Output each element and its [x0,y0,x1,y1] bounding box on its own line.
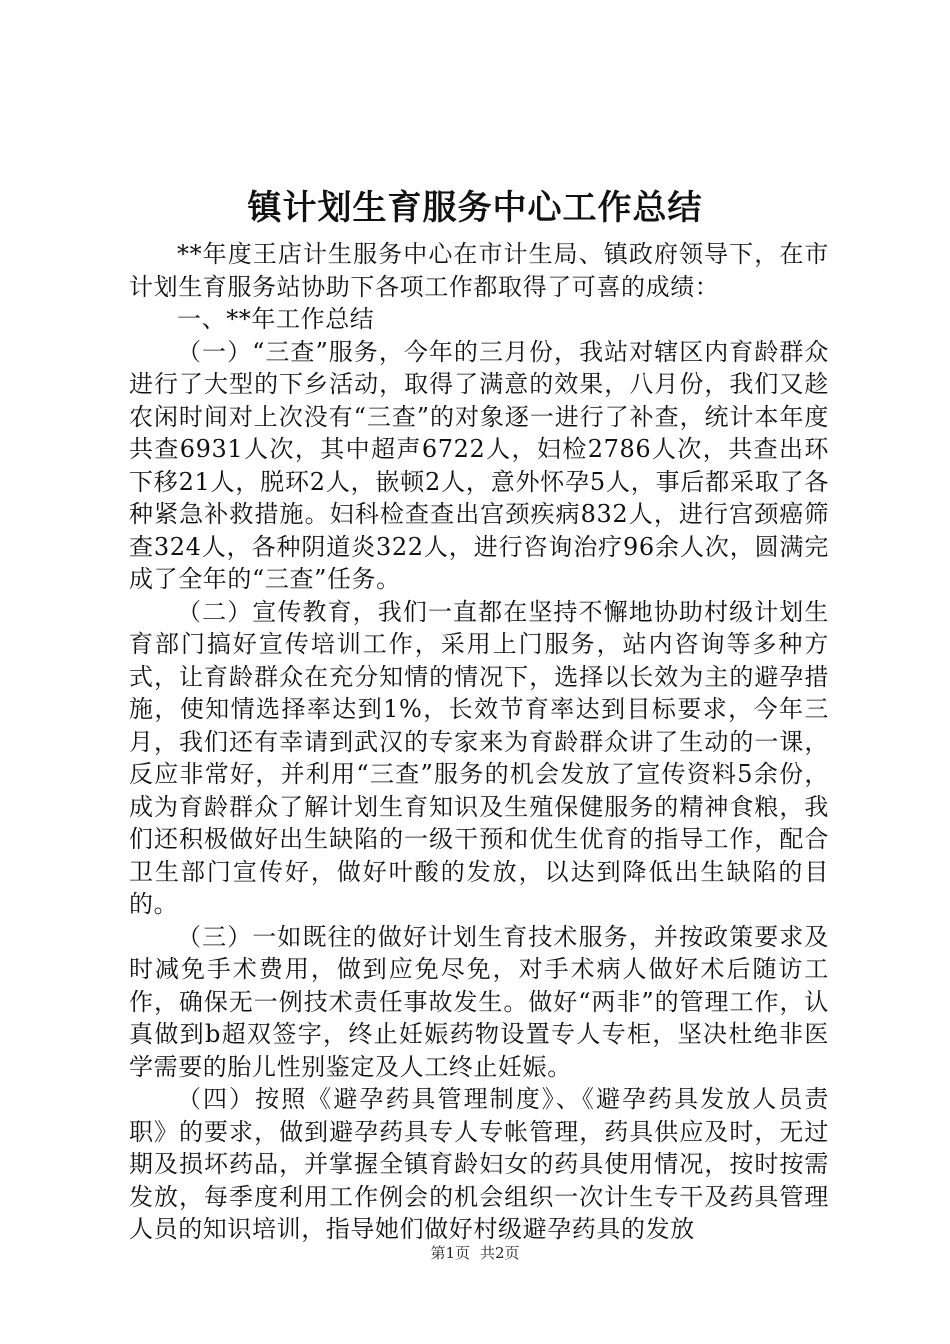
section-heading: 一、**年工作总结 [177,305,375,333]
paragraph-publicity-education: （二）宣传教育，我们一直都在坚持不懈地协助村级计划生育部门搞好宣传培训工作，采用上门服务，站内咨询等多种方式，让育龄群众在充分知情的情况下，选择以长效为主的避孕措施，使知情选择率达到1%，长效节育率达到目标要求，今年三月，我们还有幸请到武汉的专家来为育龄群众讲了生动的一课，反应非常好，并利用“三查”服务的机会发放了宣传资料5余份，成为育龄群众了解计划生育知识及生殖保健服务的精神食粮，我们还积极做好出生缺陷的一级干预和优生优育的指导工作，配合卫生部门宣传好，做好叶酸的发放，以达到降低出生缺陷的目的。 [129,597,829,918]
paragraph-contraceptive-management: （四）按照《避孕药具管理制度》、《避孕药具发放人员责职》的要求，做到避孕药具专人专帐管理，药具供应及时，无过期及损坏药品，并掌握全镇育龄妇女的药具使用情况，按时按需发放，每季度利用工作例会的机会组织一次计生专干及药具管理人员的知识培训，指导她们做好村级避孕药具的发放 [129,1085,829,1243]
page-total: 共2页 [480,1244,520,1262]
document-body [129,238,829,1246]
intro-paragraph: **年度王店计生服务中心在市计生局、镇政府领导下，在市计划生育服务站协助下各项工作都取得了可喜的成绩： [129,240,829,301]
page-number: 第1页 [430,1244,470,1262]
page-footer [0,1242,950,1264]
document-title: 镇计划生育服务中心工作总结 [247,188,703,228]
paragraph-checkup-service: （一）“三查”服务，今年的三月份，我站对辖区内育龄群众进行了大型的下乡活动，取得了满意的效果，八月份，我们又趁农闲时间对上次没有“三查”的对象逐一进行了补查，统计本年度共查6931人次，其中超声6722人，妇检2786人次，共查出环下移21人，脱环2人，嵌顿2人，意外怀孕5人，事后都采取了各种紧急补救措施。妇科检查查出宫颈疾病832人，进行宫颈癌筛查324人，各种阴道炎322人，进行咨询治疗96余人次，圆满完成了全年的“三查”任务。 [129,337,829,593]
paragraph-technical-service: （三）一如既往的做好计划生育技术服务，并按政策要求及时减免手术费用，做到应免尽免，对手术病人做好术后随访工作，确保无一例技术责任事故发生。做好“两非”的管理工作，认真做到b超双签字，终止妊娠药物设置专人专柜，坚决杜绝非医学需要的胎儿性别鉴定及人工终止妊娠。 [129,922,829,1081]
